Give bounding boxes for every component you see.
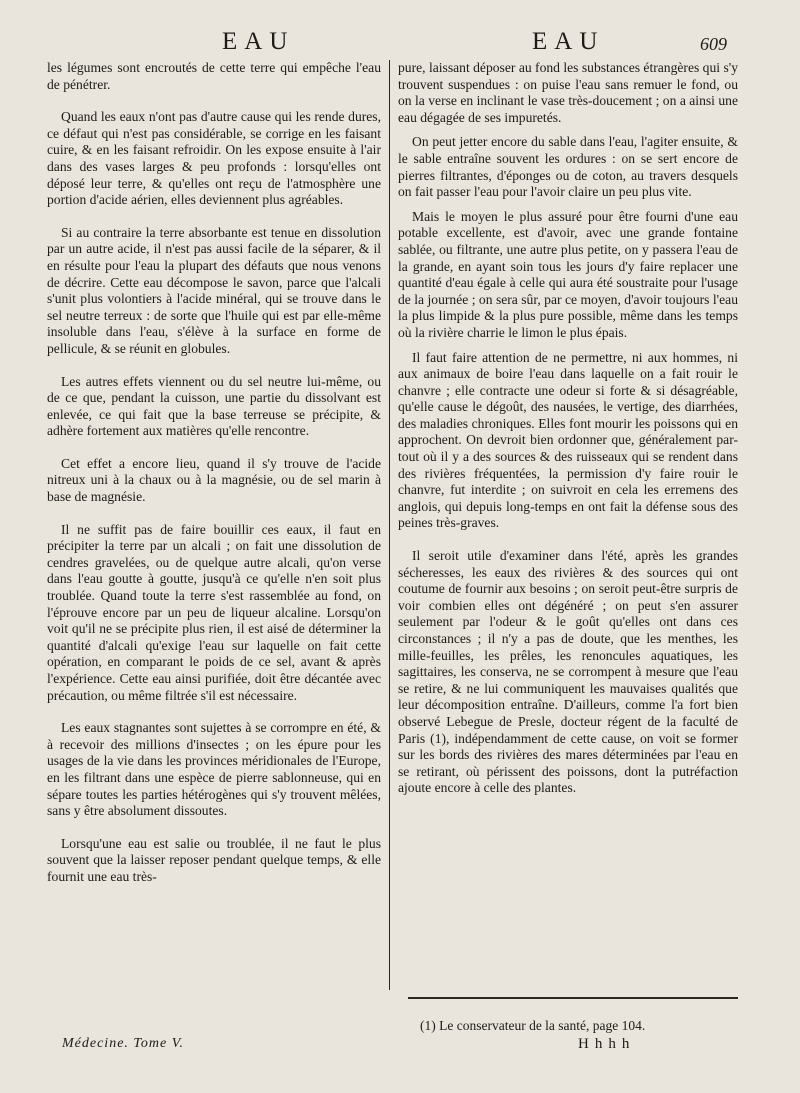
right-column	[398, 60, 738, 797]
footnote-rule	[408, 997, 738, 999]
paragraph: Il ne suffit pas de faire bouillir ces eaux, il faut en précipiter la terre par un alcali ; on fait une dissolution de cendres gravelées, ou de quelque autre alcali, qu'on verse dans l'eau goutte à goutte, jusqu'à ce qu'elle n'en soit plus troublée. Quand toute la terre s'est rassemblée au fond, on l'éprouve encore par un peu de liqueur alcaline. Lorsqu'on voit qu'il ne se précipite plus rien, il est aisé de déterminer la quantité d'alcali qu'exige l'eau sur laquelle on fait cette opération, en comparant le poids de ce sel, avant & après l'expérience. Cette eau ainsi purifiée, doit être décantée avec précaution, ou même filtrée s'il est nécessaire.	[47, 521, 381, 703]
paragraph: Il faut faire attention de ne permettre, ni aux hommes, ni aux animaux de boire l'eau dans laquelle on a fait rouir le chanvre ; elle contracte une odeur si forte & si désagréable, qu'elle cause le dégoût, des nausées, le vertige, des diarrhées, des maladies chroniques. Elles font mourir les poissons qui en approchent. On devroit bien ordonner que, généralement par-tout où il y a des sources & des ruisseaux qui se rendent dans des rivières fréquentées, la permission d'y faire rouir le chanvre, fut interdite ; on suivroit en cela les erremens des anglois, qui depuis long-temps en ont fait la défense sous des peines très-graves.	[398, 349, 738, 531]
paragraph: Quand les eaux n'ont pas d'autre cause qui les rende dures, ce défaut qui n'est pas considérable, se corrige en les faisant cuire, & en les faisant refroidir. On les expose ensuite à l'air dans des vases larges & peu profonds : lorsqu'elles ont déposé leur terre, & qu'elles ont reçu de l'atmosphère une portion d'acide aérien, elles deviennent plus agréables.	[47, 109, 381, 208]
paragraph: Mais le moyen le plus assuré pour être fourni d'une eau potable excellente, est d'avoir, avec une grande fontaine sablée, ou filtrante, une autre plus petite, on y passera l'eau de la grande, en ayant soin tous les jours d'y faire replacer une quantité d'eau égale à celle qui aura été soustraite pour l'usage de la journée ; on sera sûr, par ce moyen, d'avoir toujours l'eau la plus limpide & la plus pure possible, même dans les temps où la rivière charrie le limon le plus épais.	[398, 208, 738, 340]
signature-mark: Hhhh	[578, 1036, 636, 1052]
page-number: 609	[700, 34, 727, 54]
footnote: (1) Le conservateur de la santé, page 104.	[420, 1018, 646, 1033]
running-head-right: EAU	[532, 28, 605, 55]
paragraph: pure, laissant déposer au fond les substances étrangères qui s'y trouvent suspendues : on puise l'eau sans remuer le fond, ou on la verse en inclinant le vase très-doucement ; on a ainsi une eau dégagée de ses impuretés.	[398, 60, 738, 125]
paragraph: On peut jetter encore du sable dans l'eau, l'agiter ensuite, & le sable entraîne souvent les ordures : on se sert encore de pierres filtrantes, d'éponges ou de coton, au travers desquels on fait passer l'eau pour l'avoir claire un peu plus vite.	[398, 134, 738, 200]
paragraph: Lorsqu'une eau est salie ou troublée, il ne faut le plus souvent que la laisser reposer pendant quelque temps, & elle fournit une eau très-	[47, 835, 381, 884]
left-column	[47, 60, 381, 886]
paragraph: Les eaux stagnantes sont sujettes à se corrompre en été, & à recevoir des millions d'insectes ; on les épure pour les usages de la vie dans les provinces méridionales de l'Europe, en les filtrant dans une espèce de pierre sablonneuse, qui en sépare toutes les parties hétérogènes qui s'y trouvent mêlées, sans y être absolument dissoutes.	[47, 720, 381, 819]
paragraph: les légumes sont encroutés de cette terre qui empêche l'eau de pénétrer.	[47, 60, 381, 92]
paragraph: Il seroit utile d'examiner dans l'été, après les grandes sécheresses, les eaux des rivières & des sources qui ont coutume de fournir aux besoins ; on seroit peut-être surpris de voir combien elles ont dégénéré ; on peut s'en assurer seulement par l'odeur & le goût qu'elles ont dans ces circonstances ; il n'y a pas de doute, que les menthes, les mille-feuilles, les prêles, les renoncules aquatiques, les sagittaires, les conserva, ne se corrompent à mesure que l'eau se retire, & ne lui communiquent les mauvaises qualités que leur décomposition entraîne. D'ailleurs, comme l'a fort bien observé Lebegue de Presle, docteur régent de la faculté de Paris (1), indépendamment de cette cause, on voit se former sur les bords des rivières des mares déterminées par l'eau en se retirant, où périssent des poissons, dont la putréfaction ajoute encore à celle des plantes.	[398, 548, 738, 796]
paragraph: Les autres effets viennent ou du sel neutre lui-même, ou de ce que, pendant la cuisson, une partie du dissolvant est enlevée, ce qui fait que la base terreuse se précipite, & adhère fortement aux matières qu'elle rencontre.	[47, 373, 381, 439]
paragraph: Si au contraire la terre absorbante est tenue en dissolution par un autre acide, il n'est pas aussi facile de la séparer, & il en résulte pour l'eau la plupart des défauts que nous venons de décrire. Cette eau décompose le savon, parce que l'alcali s'unit plus volontiers à l'acide minéral, qui se trouve dans le sel neutre terreux : de sorte que l'huile qui est par elle-même insoluble dans l'eau, s'élève à la surface en forme de pellicule, & se réunit en globules.	[47, 224, 381, 356]
running-head-left: EAU	[222, 28, 295, 55]
column-divider	[389, 60, 390, 990]
running-foot: Médecine. Tome V.	[62, 1036, 184, 1051]
paragraph: Cet effet a encore lieu, quand il s'y trouve de l'acide nitreux uni à la chaux ou à la magnésie, ou de sel marin à base de magnésie.	[47, 455, 381, 505]
